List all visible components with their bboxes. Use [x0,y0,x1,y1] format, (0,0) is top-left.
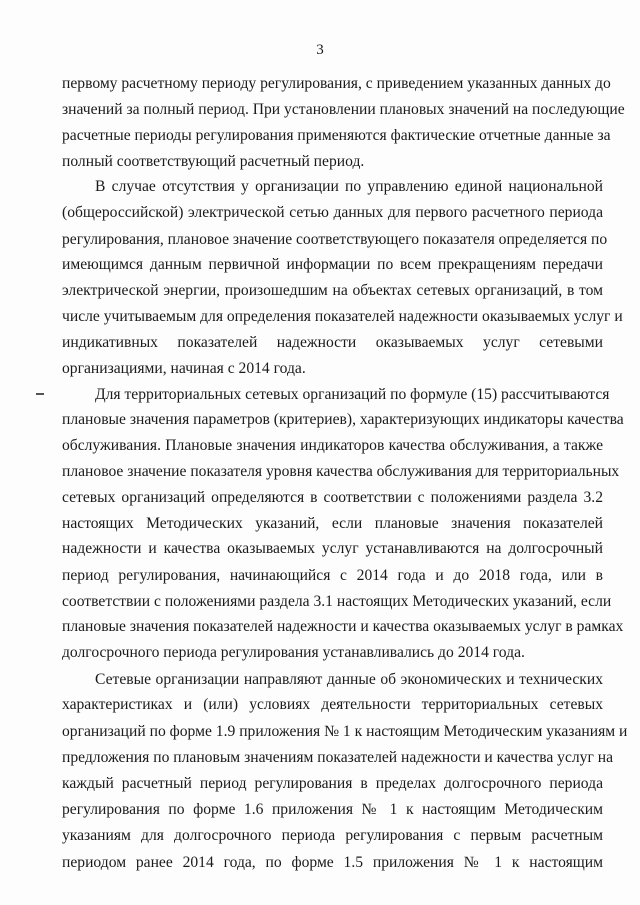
text-line: организациями, начиная с 2014 года. [62,360,306,377]
text-line: первому расчетному периоду регулирования, с приведением указанных данных до [62,75,611,92]
text-line: сетевых организаций определяются в соответствии с положениями раздела 3.2 [62,489,603,506]
text-line: обслуживания. Плановые значения индикаторов качества обслуживания, а также [62,437,603,454]
text-line: значений за полный период. При установлении плановых значений на последующие [62,101,625,118]
text-line: предложения по плановым значениям показателей надежности и качества услуг на [62,749,614,766]
text-line: плановые значения параметров (критериев), характеризующих индикаторы качества [62,411,624,428]
text-line: плановое значение показателя уровня качества обслуживания для территориальных [62,463,620,480]
text-line: соответствии с положениями раздела 3.1 настоящих Методических указаний, если [62,593,612,610]
text-line: расчетные периоды регулирования применяются фактические отчетные данные за [62,127,611,144]
text-line: В случае отсутствия у организации по управлению единой национальной [95,178,603,195]
text-line: периодом ранее 2014 года, по форме 1.5 приложения № 1 к настоящим [62,854,603,871]
text-line: указаниям для долгосрочного периода регулирования с первым расчетным [62,827,603,844]
text-line: числе учитываемым для определения показателей надежности оказываемых услуг и [62,308,623,325]
text-line: организаций по форме 1.9 приложения № 1 к настоящим Методическим указаниям и [62,723,628,740]
text-line: Сетевые организации направляют данные об экономических и технических [95,671,603,688]
text-line: имеющимся данным первичной информации по всем прекращениям передачи [62,256,603,273]
text-line: регулирования, плановое значение соответствующего показателя определяется по [62,231,608,248]
text-line: характеристиках и (или) условиях деятельности территориальных сетевых [62,696,603,713]
text-line: регулирования по форме 1.6 приложения № 1 к настоящим Методическим [62,801,603,818]
text-line: каждый расчетный период регулирования в пределах долгосрочного периода [62,775,603,792]
text-line: надежности и качества оказываемых услуг устанавливаются на долгосрочный [62,540,603,557]
text-line: Для территориальных сетевых организаций по формуле (15) рассчитываются [95,386,610,403]
text-line: долгосрочного периода регулирования устанавливались до 2014 года. [62,644,525,661]
text-line: плановые значения показателей надежности и качества оказываемых услуг в рамках [62,618,624,635]
text-line: настоящих Методических указаний, если плановые значения показателей [62,515,603,532]
text-line: период регулирования, начинающийся с 2014 года и до 2018 года, или в [62,567,603,584]
text-line: (общероссийской) электрической сетью данных для первого расчетного периода [62,204,603,221]
text-line: индикативных показателей надежности оказываемых услуг сетевыми [62,334,603,351]
page-number: 3 [316,42,324,58]
text-line: электрической энергии, произошедшим на объектах сетевых организаций, в том [62,282,603,299]
text-line: полный соответствующий расчетный период. [62,153,365,170]
margin-mark [36,393,44,395]
